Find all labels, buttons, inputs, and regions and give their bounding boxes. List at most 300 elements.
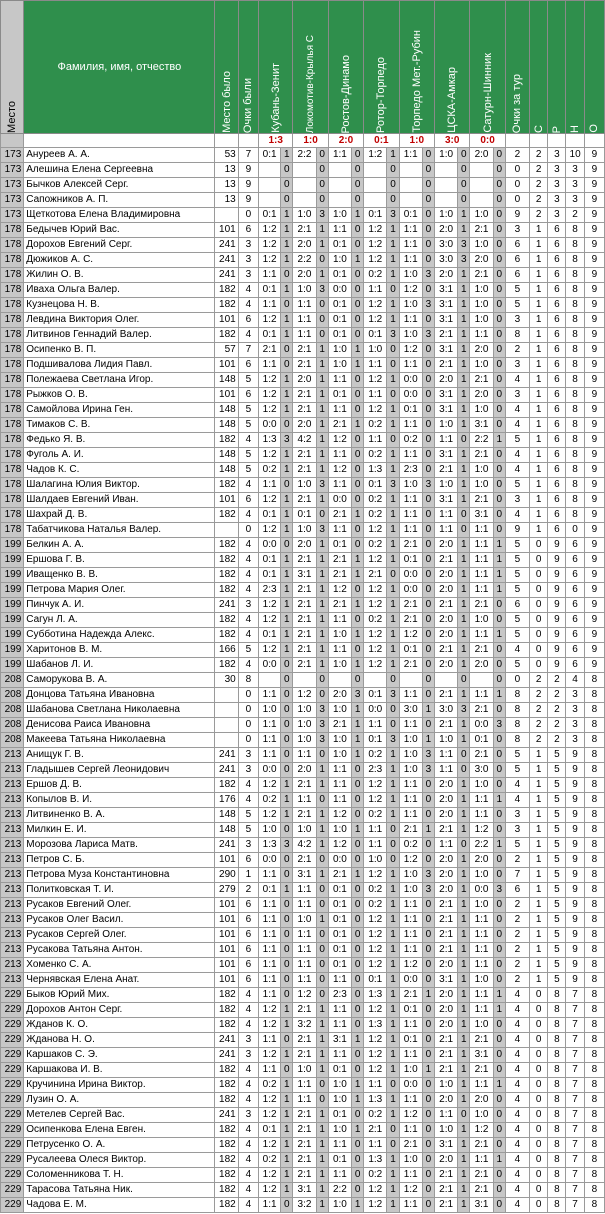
stat-n-cell: 8 <box>566 343 584 358</box>
place-cell: 213 <box>1 898 24 913</box>
prediction-cell <box>470 163 493 178</box>
stat-r-cell: 5 <box>548 838 566 853</box>
prediction-points-cell: 1 <box>352 658 364 673</box>
rank-before-cell: 182 <box>215 613 238 628</box>
stat-n-cell: 8 <box>566 433 584 448</box>
place-cell: 213 <box>1 868 24 883</box>
prediction-cell: 2:0 <box>328 688 351 703</box>
prediction-cell: 2:0 <box>434 583 457 598</box>
stat-o-cell: 8 <box>584 1153 604 1168</box>
tour-points-cell: 5 <box>505 298 529 313</box>
stat-s-cell: 0 <box>530 628 548 643</box>
prediction-cell: 2:1 <box>434 1198 457 1213</box>
prediction-cell: 1:2 <box>364 148 387 163</box>
tour-points-cell: 4 <box>505 793 529 808</box>
points-before-cell: 5 <box>238 643 258 658</box>
prediction-points-cell: 1 <box>493 1078 505 1093</box>
prediction-points-cell: 3 <box>458 253 470 268</box>
prediction-cell: 1:2 <box>364 1048 387 1063</box>
stat-s-cell: 0 <box>530 1108 548 1123</box>
prediction-cell: 1:0 <box>470 463 493 478</box>
points-before-cell: 6 <box>238 358 258 373</box>
prediction-cell: 1:0 <box>328 1123 351 1138</box>
prediction-cell: 1:1 <box>328 478 351 493</box>
prediction-points-cell: 0 <box>422 343 434 358</box>
name-cell: Жилин О. В. <box>24 268 215 283</box>
prediction-points-cell: 1 <box>458 913 470 928</box>
prediction-points-cell: 1 <box>387 628 399 643</box>
prediction-points-cell: 1 <box>387 913 399 928</box>
prediction-points-cell: 1 <box>387 268 399 283</box>
place-cell: 178 <box>1 403 24 418</box>
prediction-points-cell: 1 <box>493 433 505 448</box>
prediction-cell <box>328 163 351 178</box>
stat-n-cell: 3 <box>566 163 584 178</box>
prediction-points-cell: 0 <box>316 928 328 943</box>
name-cell: Фуголь А. И. <box>24 448 215 463</box>
prediction-cell: 0:0 <box>258 538 280 553</box>
prediction-points-cell: 0 <box>422 1168 434 1183</box>
prediction-cell: 1:2 <box>258 448 280 463</box>
prediction-points-cell: 1 <box>316 418 328 433</box>
prediction-points-cell: 1 <box>458 298 470 313</box>
prediction-points-cell: 0 <box>352 148 364 163</box>
prediction-cell: 0:1 <box>328 943 351 958</box>
stat-r-cell: 6 <box>548 418 566 433</box>
prediction-cell: 1:1 <box>293 1093 316 1108</box>
points-before-cell: 4 <box>238 328 258 343</box>
points-before-cell: 3 <box>238 748 258 763</box>
prediction-points-cell: 0 <box>281 853 293 868</box>
prediction-points-cell: 1 <box>458 1183 470 1198</box>
prediction-cell: 1:0 <box>293 478 316 493</box>
prediction-cell: 0:1 <box>328 1063 351 1078</box>
stat-r-cell: 9 <box>548 553 566 568</box>
prediction-cell: 2:1 <box>399 1138 422 1153</box>
points-before-cell: 0 <box>238 718 258 733</box>
prediction-points-cell: 3 <box>281 838 293 853</box>
prediction-points-cell: 0 <box>281 823 293 838</box>
stat-r-cell: 6 <box>548 448 566 463</box>
prediction-points-cell: 1 <box>387 793 399 808</box>
prediction-cell: 1:1 <box>328 448 351 463</box>
points-before-cell: 4 <box>238 1123 258 1138</box>
prediction-cell: 2:0 <box>293 373 316 388</box>
prediction-cell: 1:1 <box>328 643 351 658</box>
stat-n-cell: 8 <box>566 268 584 283</box>
rank-before-cell: 166 <box>215 643 238 658</box>
prediction-cell: 1:0 <box>470 313 493 328</box>
prediction-cell: 1:0 <box>328 208 351 223</box>
points-before-cell: 4 <box>238 1168 258 1183</box>
prediction-points-cell: 0 <box>422 1138 434 1153</box>
tour-points-cell: 8 <box>505 733 529 748</box>
stat-n-cell: 8 <box>566 448 584 463</box>
stat-r-cell: 8 <box>548 1033 566 1048</box>
stat-s-cell: 0 <box>530 1123 548 1138</box>
prediction-points-cell: 0 <box>493 1033 505 1048</box>
tour-points-cell: 2 <box>505 148 529 163</box>
rank-before-cell: 182 <box>215 1003 238 1018</box>
points-before-cell: 4 <box>238 1063 258 1078</box>
prediction-cell: 3:2 <box>293 1018 316 1033</box>
prediction-points-cell: 0 <box>281 1063 293 1078</box>
name-cell: Алешина Елена Сергеевна <box>24 163 215 178</box>
stat-o-cell: 8 <box>584 943 604 958</box>
prediction-points-cell: 3 <box>422 268 434 283</box>
prediction-cell: 0:1 <box>328 238 351 253</box>
prediction-points-cell: 1 <box>387 643 399 658</box>
prediction-points-cell: 0 <box>422 1048 434 1063</box>
prediction-cell: 0:2 <box>364 448 387 463</box>
rank-before-cell: 53 <box>215 148 238 163</box>
prediction-points-cell: 3 <box>422 478 434 493</box>
prediction-points-cell: 1 <box>281 238 293 253</box>
prediction-cell: 2:1 <box>434 1048 457 1063</box>
tour-points-cell: 3 <box>505 313 529 328</box>
prediction-cell: 1:1 <box>470 583 493 598</box>
stat-o-cell: 9 <box>584 628 604 643</box>
prediction-points-cell: 1 <box>281 553 293 568</box>
stat-o-cell: 9 <box>584 538 604 553</box>
prediction-points-cell: 0 <box>352 298 364 313</box>
prediction-cell: 2:3 <box>399 463 422 478</box>
points-before-cell: 6 <box>238 898 258 913</box>
prediction-points-cell: 1 <box>352 568 364 583</box>
prediction-cell: 1:2 <box>399 1183 422 1198</box>
stat-o-cell: 8 <box>584 973 604 988</box>
prediction-cell: 2:1 <box>328 718 351 733</box>
tour-points-cell: 5 <box>505 763 529 778</box>
stat-o-cell: 8 <box>584 1018 604 1033</box>
prediction-points-cell: 0 <box>316 1078 328 1093</box>
place-cell: 213 <box>1 748 24 763</box>
prediction-points-cell: 0 <box>281 688 293 703</box>
stat-n-cell: 6 <box>566 553 584 568</box>
points-before-cell: 5 <box>238 403 258 418</box>
place-cell: 213 <box>1 928 24 943</box>
name-cell: Жданов К. О. <box>24 1018 215 1033</box>
prediction-points-cell: 3 <box>387 733 399 748</box>
stat-r-cell: 3 <box>548 163 566 178</box>
place-cell: 178 <box>1 238 24 253</box>
match-header-6: ЦСКА-Амкар <box>434 1 469 134</box>
prediction-points-cell: 1 <box>387 1153 399 1168</box>
prediction-points-cell: 0 <box>281 658 293 673</box>
prediction-cell: 1:0 <box>399 748 422 763</box>
prediction-cell: 1:0 <box>470 1018 493 1033</box>
prediction-points-cell: 0 <box>422 673 434 688</box>
prediction-points-cell: 1 <box>316 913 328 928</box>
points-before-cell: 9 <box>238 163 258 178</box>
points-before-cell: 4 <box>238 568 258 583</box>
prediction-points-cell: 1 <box>458 958 470 973</box>
table-row <box>1 838 605 853</box>
rank-before-cell: 13 <box>215 178 238 193</box>
prediction-cell: 0:0 <box>258 763 280 778</box>
prediction-points-cell: 0 <box>352 388 364 403</box>
table-row <box>1 238 605 253</box>
prediction-cell: 3:0 <box>434 253 457 268</box>
prediction-points-cell: 1 <box>316 568 328 583</box>
stat-o-cell: 8 <box>584 1048 604 1063</box>
prediction-cell: 2:1 <box>470 1138 493 1153</box>
prediction-cell: 1:1 <box>258 268 280 283</box>
tour-points-cell: 4 <box>505 1138 529 1153</box>
prediction-cell: 1:0 <box>470 208 493 223</box>
prediction-points-cell: 0 <box>352 283 364 298</box>
prediction-points-cell: 0 <box>493 763 505 778</box>
prediction-points-cell: 1 <box>387 1168 399 1183</box>
stat-s-cell: 0 <box>530 598 548 613</box>
tour-points-cell: 2 <box>505 898 529 913</box>
prediction-cell: 0:2 <box>364 898 387 913</box>
prediction-cell: 1:1 <box>399 448 422 463</box>
prediction-points-cell: 0 <box>493 928 505 943</box>
stat-n-cell: 8 <box>566 418 584 433</box>
tour-points-cell: 8 <box>505 703 529 718</box>
prediction-cell: 3:1 <box>470 508 493 523</box>
prediction-points-cell: 0 <box>458 193 470 208</box>
prediction-points-cell: 1 <box>387 973 399 988</box>
prediction-cell: 1:1 <box>399 238 422 253</box>
stat-o-cell: 9 <box>584 388 604 403</box>
prediction-cell: 2:1 <box>470 748 493 763</box>
prediction-points-cell: 0 <box>352 1003 364 1018</box>
prediction-cell: 1:0 <box>399 298 422 313</box>
table-row <box>1 493 605 508</box>
prediction-points-cell: 1 <box>422 1063 434 1078</box>
prediction-points-cell: 3 <box>316 478 328 493</box>
stat-o-cell: 9 <box>584 433 604 448</box>
prediction-points-cell: 1 <box>316 1123 328 1138</box>
place-cell: 199 <box>1 613 24 628</box>
prediction-cell: 1:0 <box>470 613 493 628</box>
prediction-cell: 1:2 <box>364 523 387 538</box>
stat-n-cell: 0 <box>566 523 584 538</box>
prediction-points-cell: 1 <box>281 1078 293 1093</box>
stat-r-cell: 8 <box>548 1123 566 1138</box>
prediction-cell: 2:1 <box>399 598 422 613</box>
prediction-points-cell: 1 <box>316 358 328 373</box>
prediction-points-cell: 1 <box>316 1198 328 1213</box>
stat-r-cell: 5 <box>548 943 566 958</box>
name-cell: Ануреев А. А. <box>24 148 215 163</box>
tour-points-cell: 5 <box>505 838 529 853</box>
prediction-cell: 2:0 <box>434 613 457 628</box>
prediction-points-cell: 1 <box>387 778 399 793</box>
prediction-cell: 1:0 <box>470 358 493 373</box>
stat-o-cell: 9 <box>584 178 604 193</box>
stat-n-cell: 8 <box>566 253 584 268</box>
table-row <box>1 358 605 373</box>
stat-r-cell: 6 <box>548 478 566 493</box>
prediction-cell: 1:2 <box>364 223 387 238</box>
prediction-cell: 1:1 <box>399 493 422 508</box>
prediction-cell: 1:2 <box>364 1003 387 1018</box>
stat-s-cell: 1 <box>530 418 548 433</box>
stat-s-cell: 1 <box>530 508 548 523</box>
prediction-cell: 1:2 <box>364 1198 387 1213</box>
prediction-points-cell: 3 <box>281 433 293 448</box>
tour-points-cell: 3 <box>505 823 529 838</box>
prediction-points-cell: 1 <box>458 538 470 553</box>
prediction-points-cell: 0 <box>352 268 364 283</box>
stat-s-cell: 1 <box>530 328 548 343</box>
points-before-cell: 6 <box>238 943 258 958</box>
prediction-points-cell: 0 <box>493 673 505 688</box>
name-cell: Щеткотова Елена Владимировна <box>24 208 215 223</box>
stat-n-cell: 9 <box>566 748 584 763</box>
prediction-points-cell: 0 <box>387 853 399 868</box>
prediction-cell: 1:2 <box>399 628 422 643</box>
prediction-cell: 1:2 <box>364 793 387 808</box>
prediction-points-cell: 0 <box>493 358 505 373</box>
prediction-cell: 1:0 <box>399 1153 422 1168</box>
place-cell: 178 <box>1 298 24 313</box>
prediction-points-cell: 0 <box>422 418 434 433</box>
stat-r-cell: 6 <box>548 313 566 328</box>
table-row <box>1 1198 605 1213</box>
prediction-cell: 1:2 <box>364 958 387 973</box>
prediction-points-cell: 1 <box>281 328 293 343</box>
stat-n-cell: 8 <box>566 373 584 388</box>
prediction-cell: 0:1 <box>258 328 280 343</box>
prediction-points-cell: 0 <box>281 913 293 928</box>
prediction-points-cell: 1 <box>458 1123 470 1138</box>
rank-before-cell: 101 <box>215 943 238 958</box>
table-row <box>1 148 605 163</box>
prediction-points-cell: 1 <box>352 1123 364 1138</box>
prediction-cell: 2:0 <box>293 268 316 283</box>
prediction-cell: 3:1 <box>434 1138 457 1153</box>
stat-n-cell: 7 <box>566 1063 584 1078</box>
stat-o-cell: 8 <box>584 1003 604 1018</box>
prediction-cell: 2:1 <box>434 898 457 913</box>
stat-r-cell: 8 <box>548 1048 566 1063</box>
prediction-points-cell: 0 <box>493 343 505 358</box>
prediction-cell: 1:2 <box>364 628 387 643</box>
stat-o-cell: 9 <box>584 208 604 223</box>
name-cell: Хоменко С. А. <box>24 958 215 973</box>
prediction-points-cell: 0 <box>316 1093 328 1108</box>
prediction-cell: 2:1 <box>293 853 316 868</box>
prediction-cell: 0:1 <box>258 1123 280 1138</box>
name-cell: Петрова Муза Константиновна <box>24 868 215 883</box>
place-cell: 229 <box>1 1033 24 1048</box>
name-cell: Дюжиков А. С. <box>24 253 215 268</box>
prediction-cell: 0:1 <box>328 298 351 313</box>
table-row <box>1 763 605 778</box>
place-cell: 178 <box>1 328 24 343</box>
prediction-points-cell: 0 <box>316 988 328 1003</box>
table-row <box>1 463 605 478</box>
points-before-cell: 5 <box>238 808 258 823</box>
prediction-cell: 1:2 <box>293 988 316 1003</box>
prediction-points-cell: 0 <box>493 328 505 343</box>
tour-points-cell: 9 <box>505 208 529 223</box>
stat-n-cell: 8 <box>566 238 584 253</box>
place-cell: 178 <box>1 508 24 523</box>
prediction-points-cell: 1 <box>387 943 399 958</box>
prediction-points-cell: 1 <box>316 343 328 358</box>
prediction-cell: 2:1 <box>434 463 457 478</box>
rank-before-cell: 182 <box>215 568 238 583</box>
stat-o-cell: 8 <box>584 718 604 733</box>
prediction-points-cell: 0 <box>352 373 364 388</box>
points-before-cell: 4 <box>238 283 258 298</box>
prediction-points-cell: 1 <box>316 808 328 823</box>
points-before-cell: 7 <box>238 343 258 358</box>
prediction-points-cell: 0 <box>281 673 293 688</box>
stat-o-cell: 8 <box>584 778 604 793</box>
stat-o-cell: 8 <box>584 853 604 868</box>
prediction-points-cell: 0 <box>316 898 328 913</box>
prediction-cell: 2:1 <box>293 1153 316 1168</box>
prediction-cell <box>293 673 316 688</box>
prediction-cell: 2:2 <box>470 838 493 853</box>
prediction-points-cell: 1 <box>352 823 364 838</box>
points-before-cell: 5 <box>238 448 258 463</box>
rank-before-cell: 57 <box>215 343 238 358</box>
prediction-cell: 1:1 <box>470 913 493 928</box>
stat-o-cell: 9 <box>584 343 604 358</box>
prediction-points-cell: 1 <box>281 463 293 478</box>
stat-s-cell: 1 <box>530 388 548 403</box>
points-before-cell: 7 <box>238 148 258 163</box>
prediction-points-cell: 0 <box>493 823 505 838</box>
tour-points-cell: 5 <box>505 748 529 763</box>
stat-s-cell: 1 <box>530 298 548 313</box>
prediction-points-cell: 0 <box>281 943 293 958</box>
prediction-points-cell: 1 <box>316 1018 328 1033</box>
prediction-cell: 1:1 <box>258 958 280 973</box>
stat-o-cell: 8 <box>584 1108 604 1123</box>
stat-s-cell: 0 <box>530 553 548 568</box>
stat-o-cell: 9 <box>584 328 604 343</box>
prediction-cell: 2:1 <box>470 268 493 283</box>
prediction-points-cell: 0 <box>422 178 434 193</box>
prediction-points-cell: 0 <box>422 928 434 943</box>
rank-before-cell <box>215 523 238 538</box>
prediction-cell <box>470 193 493 208</box>
prediction-cell: 2:1 <box>293 1048 316 1063</box>
prediction-points-cell: 1 <box>387 418 399 433</box>
stat-s-cell: 0 <box>530 1003 548 1018</box>
name-cell: Денисова Раиса Ивановна <box>24 718 215 733</box>
stat-n-cell: 6 <box>566 598 584 613</box>
prediction-points-cell: 0 <box>352 673 364 688</box>
table-row <box>1 523 605 538</box>
prediction-cell: 0:1 <box>399 643 422 658</box>
prediction-points-cell: 0 <box>422 913 434 928</box>
prediction-cell: 0:1 <box>258 553 280 568</box>
prediction-points-cell: 1 <box>316 583 328 598</box>
table-row <box>1 1063 605 1078</box>
prediction-points-cell: 0 <box>316 148 328 163</box>
prediction-cell: 1:0 <box>399 763 422 778</box>
prediction-points-cell: 0 <box>458 523 470 538</box>
stat-s-cell: 2 <box>530 673 548 688</box>
prediction-points-cell: 0 <box>316 508 328 523</box>
prediction-cell: 0:0 <box>258 418 280 433</box>
prediction-cell: 3:1 <box>434 448 457 463</box>
prediction-cell: 1:2 <box>258 1018 280 1033</box>
prediction-cell: 1:0 <box>470 403 493 418</box>
points-before-cell: 4 <box>238 298 258 313</box>
place-cell: 229 <box>1 1078 24 1093</box>
name-cell: Подшивалова Лидия Павл. <box>24 358 215 373</box>
